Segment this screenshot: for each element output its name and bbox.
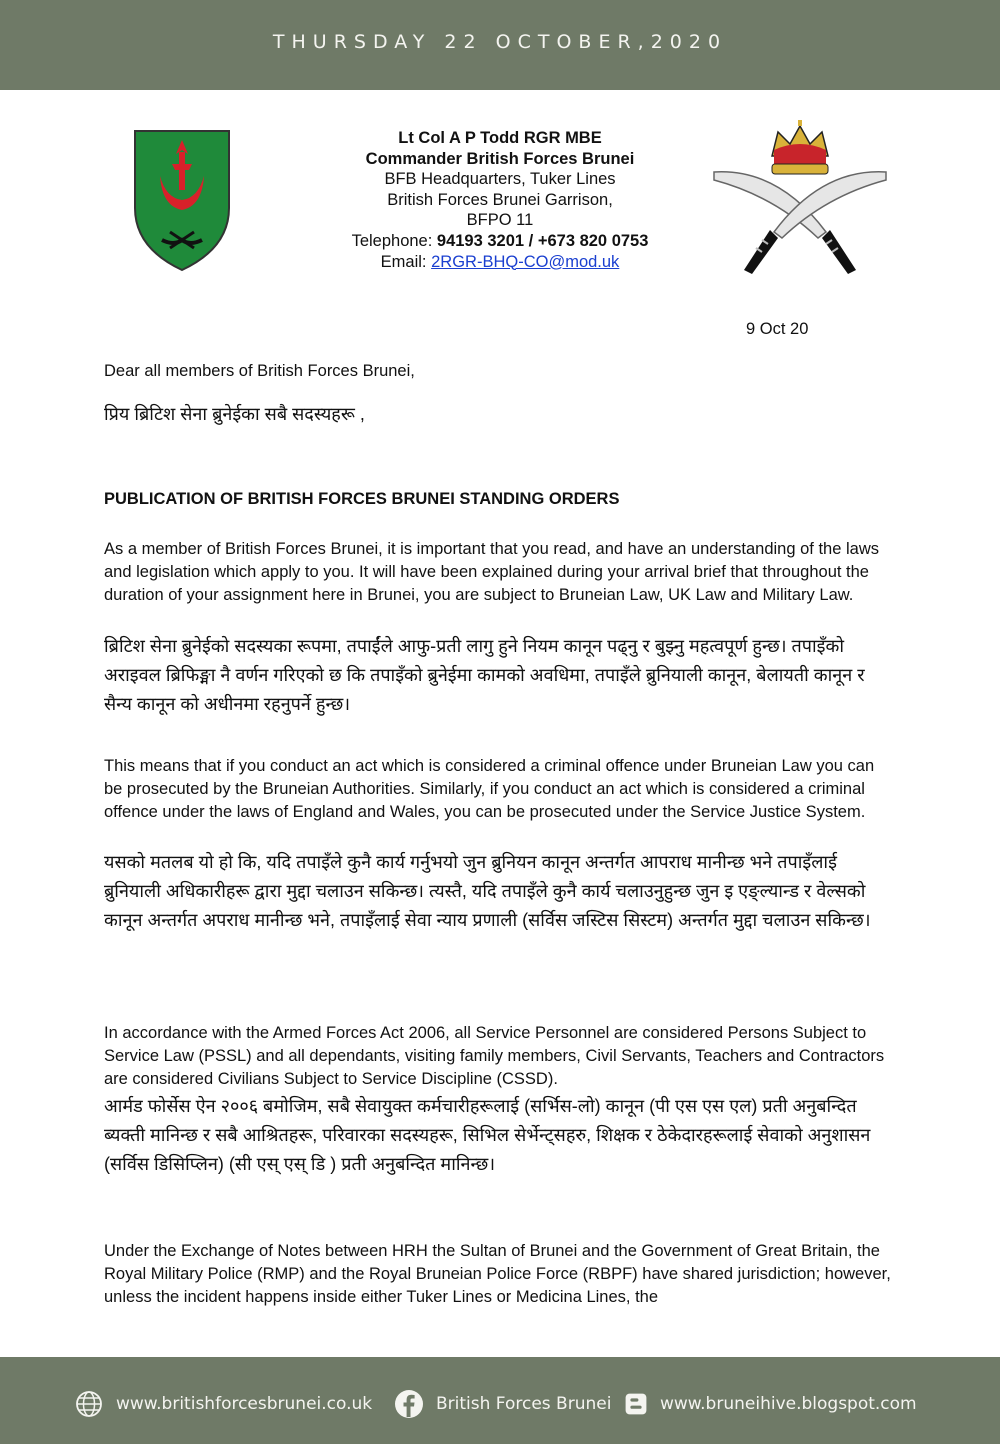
- footer-blog-text: www.bruneihive.blogspot.com: [660, 1394, 917, 1414]
- blogger-icon: [624, 1389, 648, 1419]
- address-line-2: British Forces Brunei Garrison,: [387, 190, 613, 209]
- paragraph-1-english: As a member of British Forces Brunei, it is important that you read, and have an understanding of the laws and legislation which apply to you. It will have been explained during your arrival brief that throughout the duration of your assignment here in Brunei, you are subject to Bruneian Law, UK Law and Military Law.: [104, 540, 879, 604]
- address-line-1: BFB Headquarters, Tuker Lines: [384, 170, 616, 189]
- footer-website-link[interactable]: [74, 1389, 372, 1419]
- globe-icon: [74, 1389, 104, 1419]
- telephone-value: 94193 3201 / +673 820 0753: [436, 231, 649, 250]
- footer-bar: [0, 1357, 1000, 1444]
- gurkha-crest-logo: [708, 120, 892, 278]
- email-link[interactable]: 2RGR-BHQ-CO@mod.uk: [431, 252, 620, 271]
- paragraph-3-nepali: आर्मड फोर्सेस ऐन २००६ बमोजिम, सबै सेवायुक्त कर्मचारीहरूलाई (सर्भिस-लो) कानून (पी एस एस एल) प्रती अनुबन्दित ब्यक्ती मानिन्छ र सबै आश्रितहरू, परिवारका सदस्यहरू, सिभिल सेर्भेन्ट्सहरु, शिक्षक र ठेकेदारहरूलाई सेवाको अनुशासन (सर्विस डिसिप्लिन) (सी एस् एस् डि ) प्रती अनुबन्दित मानिन्छ।: [104, 1096, 871, 1174]
- sender-title: Commander British Forces Brunei: [365, 149, 635, 168]
- paragraph-2-english: This means that if you conduct an act which is considered a criminal offence under Bruneian Law you can be prosecuted by the Bruneian Authorities. Similarly, if you conduct an act which is considered a criminal offence under the laws of England and Wales, you can be prosecuted under the Service Justice System.: [104, 757, 875, 821]
- telephone-line: [300, 231, 700, 252]
- address-line-3: BFPO 11: [466, 211, 534, 230]
- footer-facebook-text: British Forces Brunei: [436, 1394, 612, 1414]
- footer-facebook-link[interactable]: [394, 1389, 611, 1419]
- telephone-label: Telephone:: [351, 231, 437, 250]
- greeting-english: Dear all members of British Forces Brunei,: [104, 362, 415, 380]
- letter-date: 9 Oct 20: [746, 320, 809, 338]
- email-line: [300, 252, 700, 273]
- letter-heading: PUBLICATION OF BRITISH FORCES BRUNEI STANDING ORDERS: [104, 490, 620, 508]
- paragraph-2-nepali: यसको मतलब यो हो कि, यदि तपाइँले कुनै कार्य गर्नुभयो जुन ब्रुनियन कानून अन्तर्गत आपराध मानीन्छ भने तपाइँलाई ब्रुनियाली अधिकारीहरू द्वारा मुद्दा चलाउन सकिन्छ। त्यस्तै, यदि तपाइँले कुनै कार्य चलाउनुहुन्छ जुन इ एङ्ल्यान्ड र वेल्सको कानून अन्तर्गत अपराध मानीन्छ भने, तपाइँलाई सेवा न्याय प्रणाली (सर्विस जस्टिस सिस्टम) अन्तर्गत मुद्दा चलाउन सकिन्छ।: [104, 852, 871, 930]
- footer-website-text: www.britishforcesbrunei.co.uk: [116, 1394, 373, 1414]
- sender-name: Lt Col A P Todd RGR MBE: [398, 129, 602, 147]
- header-date: THURSDAY 22 OCTOBER,2020: [272, 31, 728, 53]
- brunei-crest-logo: [132, 128, 232, 273]
- paragraph-4-english: Under the Exchange of Notes between HRH the Sultan of Brunei and the Government of Great Britain, the Royal Military Police (RMP) and the Royal Bruneian Police Force (RBPF) have shared jurisdiction; however, unless the incident happens inside either Tuker Lines or Medicina Lines, the: [104, 1242, 891, 1306]
- greeting-nepali: प्रिय ब्रिटिश सेना ब्रुनेईका सबै सदस्यहरू ,: [104, 404, 365, 424]
- footer-blog-link[interactable]: [624, 1389, 917, 1419]
- paragraph-1-nepali: ब्रिटिश सेना ब्रुनेईको सदस्यका रूपमा, तपाईंले आफु-प्रती लागु हुने नियम कानून पढ्नु र बुझ्नु महत्वपूर्ण हुन्छ। तपाइँको अराइवल ब्रिफिङ्मा नै वर्णन गरिएको छ कि तपाइँको ब्रुनेईमा कामको अवधिमा, तपाइँले ब्रुनियाली कानून, बेलायती कानून र सैन्य कानून को अधीनमा रहनुपर्ने हुन्छ।: [104, 636, 865, 714]
- paragraph-3-english: In accordance with the Armed Forces Act 2006, all Service Personnel are considered Persons Subject to Service Law (PSSL) and all dependants, visiting family members, Civil Servants, Teachers and Contractors are considered Civilians Subject to Service Discipline (CSSD).: [104, 1024, 885, 1088]
- header-bar: [0, 0, 1000, 90]
- email-label: Email:: [380, 252, 432, 271]
- letterhead-block: [300, 128, 700, 272]
- facebook-icon: [394, 1389, 424, 1419]
